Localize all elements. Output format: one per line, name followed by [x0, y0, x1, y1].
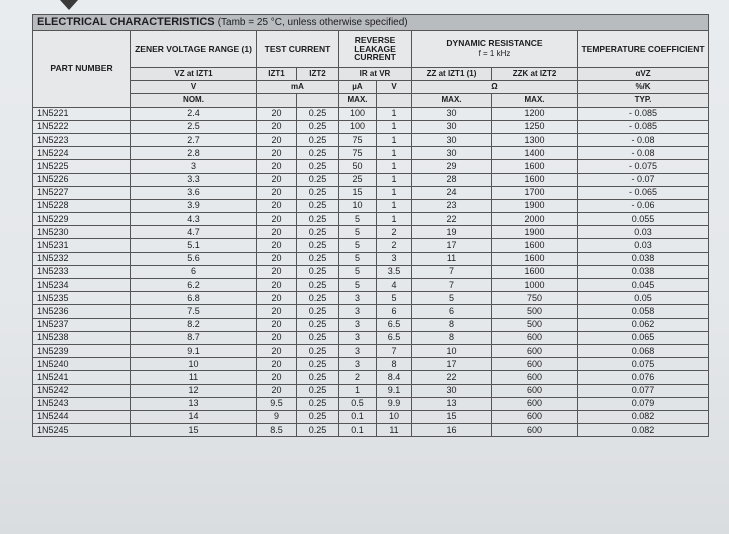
cell-vr: 6.5 — [377, 331, 412, 344]
cell-izt2: 0.25 — [297, 199, 339, 212]
sub-izt1: IZT1 — [257, 68, 297, 81]
table-row — [33, 305, 709, 318]
cell-ir: 3 — [339, 292, 377, 305]
cell-zz: 28 — [412, 173, 492, 186]
table-row — [33, 107, 709, 120]
cell-izt2: 0.25 — [297, 186, 339, 199]
cell-vz: 8.2 — [131, 318, 257, 331]
cell-zz: 13 — [412, 397, 492, 410]
cell-zz: 30 — [412, 120, 492, 133]
arrow-marker-icon — [60, 0, 78, 10]
cell-vz: 13 — [131, 397, 257, 410]
cell-part: 1N5228 — [33, 199, 131, 212]
cell-izt2: 0.25 — [297, 292, 339, 305]
cell-part: 1N5225 — [33, 160, 131, 173]
table-body — [33, 107, 709, 437]
cell-zz: 22 — [412, 371, 492, 384]
table-row — [33, 397, 709, 410]
cell-izt2: 0.25 — [297, 252, 339, 265]
header-zener-voltage: ZENER VOLTAGE RANGE (1) — [131, 31, 257, 68]
cell-izt1: 20 — [257, 331, 297, 344]
cell-tc: 0.077 — [578, 384, 709, 397]
cell-zzk: 1600 — [492, 173, 578, 186]
cell-zz: 22 — [412, 213, 492, 226]
cell-izt1: 20 — [257, 226, 297, 239]
cell-vr: 5 — [377, 292, 412, 305]
cell-vr: 6 — [377, 305, 412, 318]
cell-izt1: 20 — [257, 173, 297, 186]
cell-vz: 2.8 — [131, 147, 257, 160]
cell-zz: 30 — [412, 147, 492, 160]
cell-tc: 0.058 — [578, 305, 709, 318]
cell-izt2: 0.25 — [297, 371, 339, 384]
cell-izt2: 0.25 — [297, 397, 339, 410]
cell-izt2: 0.25 — [297, 384, 339, 397]
cell-zzk: 600 — [492, 384, 578, 397]
cell-zzk: 600 — [492, 371, 578, 384]
unit-v: V — [131, 81, 257, 94]
cell-tc: 0.065 — [578, 331, 709, 344]
cell-tc: - 0.06 — [578, 199, 709, 212]
sub-ir-at-vr: IR at VR — [339, 68, 412, 81]
qual-blank-2 — [297, 94, 339, 107]
cell-ir: 3 — [339, 318, 377, 331]
cell-vz: 12 — [131, 384, 257, 397]
cell-zz: 11 — [412, 252, 492, 265]
cell-zzk: 1600 — [492, 252, 578, 265]
header-test-current: TEST CURRENT — [257, 31, 339, 68]
table-row — [33, 239, 709, 252]
cell-izt1: 20 — [257, 371, 297, 384]
header-part-number: PART NUMBER — [33, 31, 131, 108]
cell-ir: 3 — [339, 344, 377, 357]
cell-zzk: 1400 — [492, 147, 578, 160]
cell-izt2: 0.25 — [297, 226, 339, 239]
cell-ir: 25 — [339, 173, 377, 186]
cell-vr: 3.5 — [377, 265, 412, 278]
cell-izt2: 0.25 — [297, 213, 339, 226]
table-row — [33, 331, 709, 344]
cell-part: 1N5222 — [33, 120, 131, 133]
cell-tc: 0.03 — [578, 239, 709, 252]
table-row — [33, 424, 709, 437]
cell-ir: 5 — [339, 226, 377, 239]
electrical-characteristics-table — [32, 14, 709, 437]
cell-ir: 100 — [339, 120, 377, 133]
cell-zz: 23 — [412, 199, 492, 212]
cell-izt2: 0.25 — [297, 358, 339, 371]
cell-zzk: 600 — [492, 424, 578, 437]
cell-tc: 0.082 — [578, 424, 709, 437]
table-row — [33, 318, 709, 331]
cell-tc: 0.03 — [578, 226, 709, 239]
cell-zzk: 1900 — [492, 226, 578, 239]
cell-izt1: 20 — [257, 344, 297, 357]
unit-vr: V — [377, 81, 412, 94]
cell-tc: - 0.08 — [578, 147, 709, 160]
cell-zz: 15 — [412, 410, 492, 423]
cell-part: 1N5245 — [33, 424, 131, 437]
cell-vr: 1 — [377, 107, 412, 120]
cell-vr: 8.4 — [377, 371, 412, 384]
cell-izt1: 20 — [257, 160, 297, 173]
cell-vr: 1 — [377, 213, 412, 226]
cell-ir: 10 — [339, 199, 377, 212]
cell-vz: 6.8 — [131, 292, 257, 305]
cell-izt1: 20 — [257, 358, 297, 371]
cell-vr: 9.1 — [377, 384, 412, 397]
sub-izt2: IZT2 — [297, 68, 339, 81]
cell-ir: 5 — [339, 279, 377, 292]
table-row — [33, 410, 709, 423]
cell-vr: 3 — [377, 252, 412, 265]
cell-vz: 2.7 — [131, 133, 257, 146]
cell-vr: 1 — [377, 133, 412, 146]
cell-zz: 30 — [412, 133, 492, 146]
cell-izt1: 20 — [257, 305, 297, 318]
cell-part: 1N5223 — [33, 133, 131, 146]
cell-part: 1N5240 — [33, 358, 131, 371]
cell-izt2: 0.25 — [297, 133, 339, 146]
cell-vz: 10 — [131, 358, 257, 371]
cell-tc: 0.038 — [578, 265, 709, 278]
cell-zz: 16 — [412, 424, 492, 437]
cell-part: 1N5236 — [33, 305, 131, 318]
cell-ir: 0.1 — [339, 424, 377, 437]
sub-alpha-vz: αVZ — [578, 68, 709, 81]
cell-izt2: 0.25 — [297, 173, 339, 186]
cell-part: 1N5231 — [33, 239, 131, 252]
cell-ir: 5 — [339, 252, 377, 265]
qual-nom: NOM. — [131, 94, 257, 107]
cell-tc: - 0.085 — [578, 107, 709, 120]
table-title-conditions: (Tamb = 25 °C, unless otherwise specified) — [217, 17, 408, 28]
cell-part: 1N5237 — [33, 318, 131, 331]
cell-vr: 1 — [377, 160, 412, 173]
unit-pct-per-k: %/K — [578, 81, 709, 94]
cell-zz: 30 — [412, 107, 492, 120]
cell-part: 1N5242 — [33, 384, 131, 397]
cell-tc: 0.038 — [578, 252, 709, 265]
qual-blank-1 — [257, 94, 297, 107]
cell-vr: 6.5 — [377, 318, 412, 331]
cell-tc: 0.075 — [578, 358, 709, 371]
qual-typ: TYP. — [578, 94, 709, 107]
cell-izt1: 20 — [257, 186, 297, 199]
cell-tc: 0.068 — [578, 344, 709, 357]
cell-zzk: 600 — [492, 410, 578, 423]
table-row — [33, 265, 709, 278]
cell-izt2: 0.25 — [297, 344, 339, 357]
cell-zz: 19 — [412, 226, 492, 239]
cell-vr: 1 — [377, 186, 412, 199]
cell-part: 1N5239 — [33, 344, 131, 357]
table-row — [33, 279, 709, 292]
cell-izt1: 20 — [257, 133, 297, 146]
cell-zz: 29 — [412, 160, 492, 173]
cell-zzk: 1300 — [492, 133, 578, 146]
unit-ohm: Ω — [412, 81, 578, 94]
cell-part: 1N5234 — [33, 279, 131, 292]
cell-zzk: 1700 — [492, 186, 578, 199]
cell-ir: 100 — [339, 107, 377, 120]
cell-part: 1N5235 — [33, 292, 131, 305]
cell-vr: 1 — [377, 120, 412, 133]
cell-vz: 8.7 — [131, 331, 257, 344]
cell-zzk: 1600 — [492, 265, 578, 278]
cell-zzk: 1200 — [492, 107, 578, 120]
cell-vz: 3.9 — [131, 199, 257, 212]
cell-vr: 4 — [377, 279, 412, 292]
header-dynamic-resistance-label: DYNAMIC RESISTANCE — [446, 38, 543, 49]
cell-vr: 1 — [377, 147, 412, 160]
cell-part: 1N5238 — [33, 331, 131, 344]
cell-vr: 7 — [377, 344, 412, 357]
table-row — [33, 173, 709, 186]
header-dynamic-resistance-cond: f = 1 kHz — [478, 49, 511, 59]
cell-zzk: 1250 — [492, 120, 578, 133]
cell-izt2: 0.25 — [297, 239, 339, 252]
table-row — [33, 384, 709, 397]
cell-part: 1N5233 — [33, 265, 131, 278]
cell-izt1: 20 — [257, 120, 297, 133]
cell-tc: - 0.08 — [578, 133, 709, 146]
cell-vz: 9.1 — [131, 344, 257, 357]
cell-izt1: 20 — [257, 384, 297, 397]
cell-tc: - 0.075 — [578, 160, 709, 173]
cell-vz: 3 — [131, 160, 257, 173]
cell-tc: 0.079 — [578, 397, 709, 410]
cell-izt1: 20 — [257, 239, 297, 252]
cell-vz: 2.5 — [131, 120, 257, 133]
cell-vz: 11 — [131, 371, 257, 384]
cell-part: 1N5230 — [33, 226, 131, 239]
qual-max-ir: MAX. — [339, 94, 377, 107]
cell-zz: 8 — [412, 318, 492, 331]
cell-vz: 5.1 — [131, 239, 257, 252]
table-row — [33, 358, 709, 371]
cell-tc: 0.076 — [578, 371, 709, 384]
cell-izt2: 0.25 — [297, 265, 339, 278]
cell-izt1: 20 — [257, 252, 297, 265]
cell-ir: 75 — [339, 133, 377, 146]
header-temp-coeff: TEMPERATURE COEFFICIENT — [578, 31, 709, 68]
cell-izt1: 20 — [257, 279, 297, 292]
cell-tc: 0.062 — [578, 318, 709, 331]
cell-vz: 4.3 — [131, 213, 257, 226]
cell-vr: 1 — [377, 173, 412, 186]
cell-tc: 0.082 — [578, 410, 709, 423]
table-row — [33, 160, 709, 173]
header-reverse-leakage: REVERSE LEAKAGE CURRENT — [339, 31, 412, 68]
cell-vr: 2 — [377, 226, 412, 239]
table-row — [33, 344, 709, 357]
cell-zz: 7 — [412, 279, 492, 292]
cell-vz: 4.7 — [131, 226, 257, 239]
cell-ir: 0.5 — [339, 397, 377, 410]
cell-zzk: 1900 — [492, 199, 578, 212]
table-row — [33, 371, 709, 384]
cell-vz: 7.5 — [131, 305, 257, 318]
cell-zzk: 600 — [492, 358, 578, 371]
cell-zz: 10 — [412, 344, 492, 357]
table-row — [33, 147, 709, 160]
cell-part: 1N5221 — [33, 107, 131, 120]
cell-zz: 30 — [412, 384, 492, 397]
cell-izt2: 0.25 — [297, 120, 339, 133]
cell-tc: 0.055 — [578, 213, 709, 226]
cell-part: 1N5244 — [33, 410, 131, 423]
table-row — [33, 252, 709, 265]
cell-ir: 15 — [339, 186, 377, 199]
cell-ir: 75 — [339, 147, 377, 160]
cell-izt1: 20 — [257, 213, 297, 226]
cell-ir: 5 — [339, 239, 377, 252]
qual-blank-3 — [377, 94, 412, 107]
table-title-main: ELECTRICAL CHARACTERISTICS — [37, 16, 215, 28]
cell-izt2: 0.25 — [297, 279, 339, 292]
cell-zzk: 1000 — [492, 279, 578, 292]
cell-vr: 11 — [377, 424, 412, 437]
cell-izt2: 0.25 — [297, 305, 339, 318]
cell-izt2: 0.25 — [297, 147, 339, 160]
table-row — [33, 213, 709, 226]
cell-zzk: 600 — [492, 397, 578, 410]
header-dynamic-resistance — [412, 31, 578, 68]
unit-ma: mA — [257, 81, 339, 94]
qual-max-zz: MAX. — [412, 94, 492, 107]
cell-izt2: 0.25 — [297, 318, 339, 331]
cell-zz: 8 — [412, 331, 492, 344]
cell-izt1: 20 — [257, 318, 297, 331]
cell-zzk: 500 — [492, 305, 578, 318]
cell-vr: 9.9 — [377, 397, 412, 410]
cell-ir: 5 — [339, 213, 377, 226]
cell-vz: 15 — [131, 424, 257, 437]
cell-izt2: 0.25 — [297, 331, 339, 344]
cell-ir: 3 — [339, 305, 377, 318]
cell-tc: 0.045 — [578, 279, 709, 292]
cell-izt2: 0.25 — [297, 107, 339, 120]
cell-ir: 2 — [339, 371, 377, 384]
cell-zzk: 1600 — [492, 160, 578, 173]
cell-vz: 3.3 — [131, 173, 257, 186]
cell-zzk: 600 — [492, 331, 578, 344]
cell-part: 1N5229 — [33, 213, 131, 226]
cell-ir: 3 — [339, 331, 377, 344]
cell-ir: 3 — [339, 358, 377, 371]
cell-zzk: 750 — [492, 292, 578, 305]
cell-zz: 6 — [412, 305, 492, 318]
cell-part: 1N5224 — [33, 147, 131, 160]
cell-part: 1N5227 — [33, 186, 131, 199]
sub-zz-at-izt1: ZZ at IZT1 (1) — [412, 68, 492, 81]
cell-ir: 0.1 — [339, 410, 377, 423]
cell-ir: 1 — [339, 384, 377, 397]
cell-izt1: 20 — [257, 147, 297, 160]
cell-vz: 5.6 — [131, 252, 257, 265]
cell-izt2: 0.25 — [297, 160, 339, 173]
cell-izt2: 0.25 — [297, 424, 339, 437]
cell-izt1: 20 — [257, 292, 297, 305]
cell-vr: 10 — [377, 410, 412, 423]
cell-vr: 8 — [377, 358, 412, 371]
cell-part: 1N5243 — [33, 397, 131, 410]
cell-ir: 5 — [339, 265, 377, 278]
cell-zzk: 600 — [492, 344, 578, 357]
cell-vz: 14 — [131, 410, 257, 423]
cell-vr: 1 — [377, 199, 412, 212]
cell-izt1: 9 — [257, 410, 297, 423]
table-row — [33, 186, 709, 199]
sub-vz-at-izt1: VZ at IZT1 — [131, 68, 257, 81]
qual-max-zzk: MAX. — [492, 94, 578, 107]
cell-izt1: 8.5 — [257, 424, 297, 437]
cell-vz: 2.4 — [131, 107, 257, 120]
cell-tc: - 0.07 — [578, 173, 709, 186]
table-row — [33, 292, 709, 305]
cell-izt2: 0.25 — [297, 410, 339, 423]
cell-vz: 6 — [131, 265, 257, 278]
cell-zz: 7 — [412, 265, 492, 278]
table-row — [33, 199, 709, 212]
cell-part: 1N5241 — [33, 371, 131, 384]
cell-vz: 3.6 — [131, 186, 257, 199]
cell-tc: - 0.065 — [578, 186, 709, 199]
sub-zzk-at-izt2: ZZK at IZT2 — [492, 68, 578, 81]
cell-izt1: 20 — [257, 265, 297, 278]
cell-zz: 17 — [412, 239, 492, 252]
cell-zzk: 2000 — [492, 213, 578, 226]
cell-tc: 0.05 — [578, 292, 709, 305]
table-row — [33, 133, 709, 146]
cell-vz: 6.2 — [131, 279, 257, 292]
cell-part: 1N5232 — [33, 252, 131, 265]
table-row — [33, 120, 709, 133]
cell-vr: 2 — [377, 239, 412, 252]
cell-izt1: 20 — [257, 107, 297, 120]
table-row — [33, 226, 709, 239]
cell-zz: 17 — [412, 358, 492, 371]
cell-tc: - 0.085 — [578, 120, 709, 133]
cell-izt1: 9.5 — [257, 397, 297, 410]
table-title — [33, 15, 709, 31]
cell-izt1: 20 — [257, 199, 297, 212]
cell-zz: 24 — [412, 186, 492, 199]
cell-part: 1N5226 — [33, 173, 131, 186]
unit-ua: µA — [339, 81, 377, 94]
cell-ir: 50 — [339, 160, 377, 173]
cell-zz: 5 — [412, 292, 492, 305]
cell-zzk: 1600 — [492, 239, 578, 252]
cell-zzk: 500 — [492, 318, 578, 331]
